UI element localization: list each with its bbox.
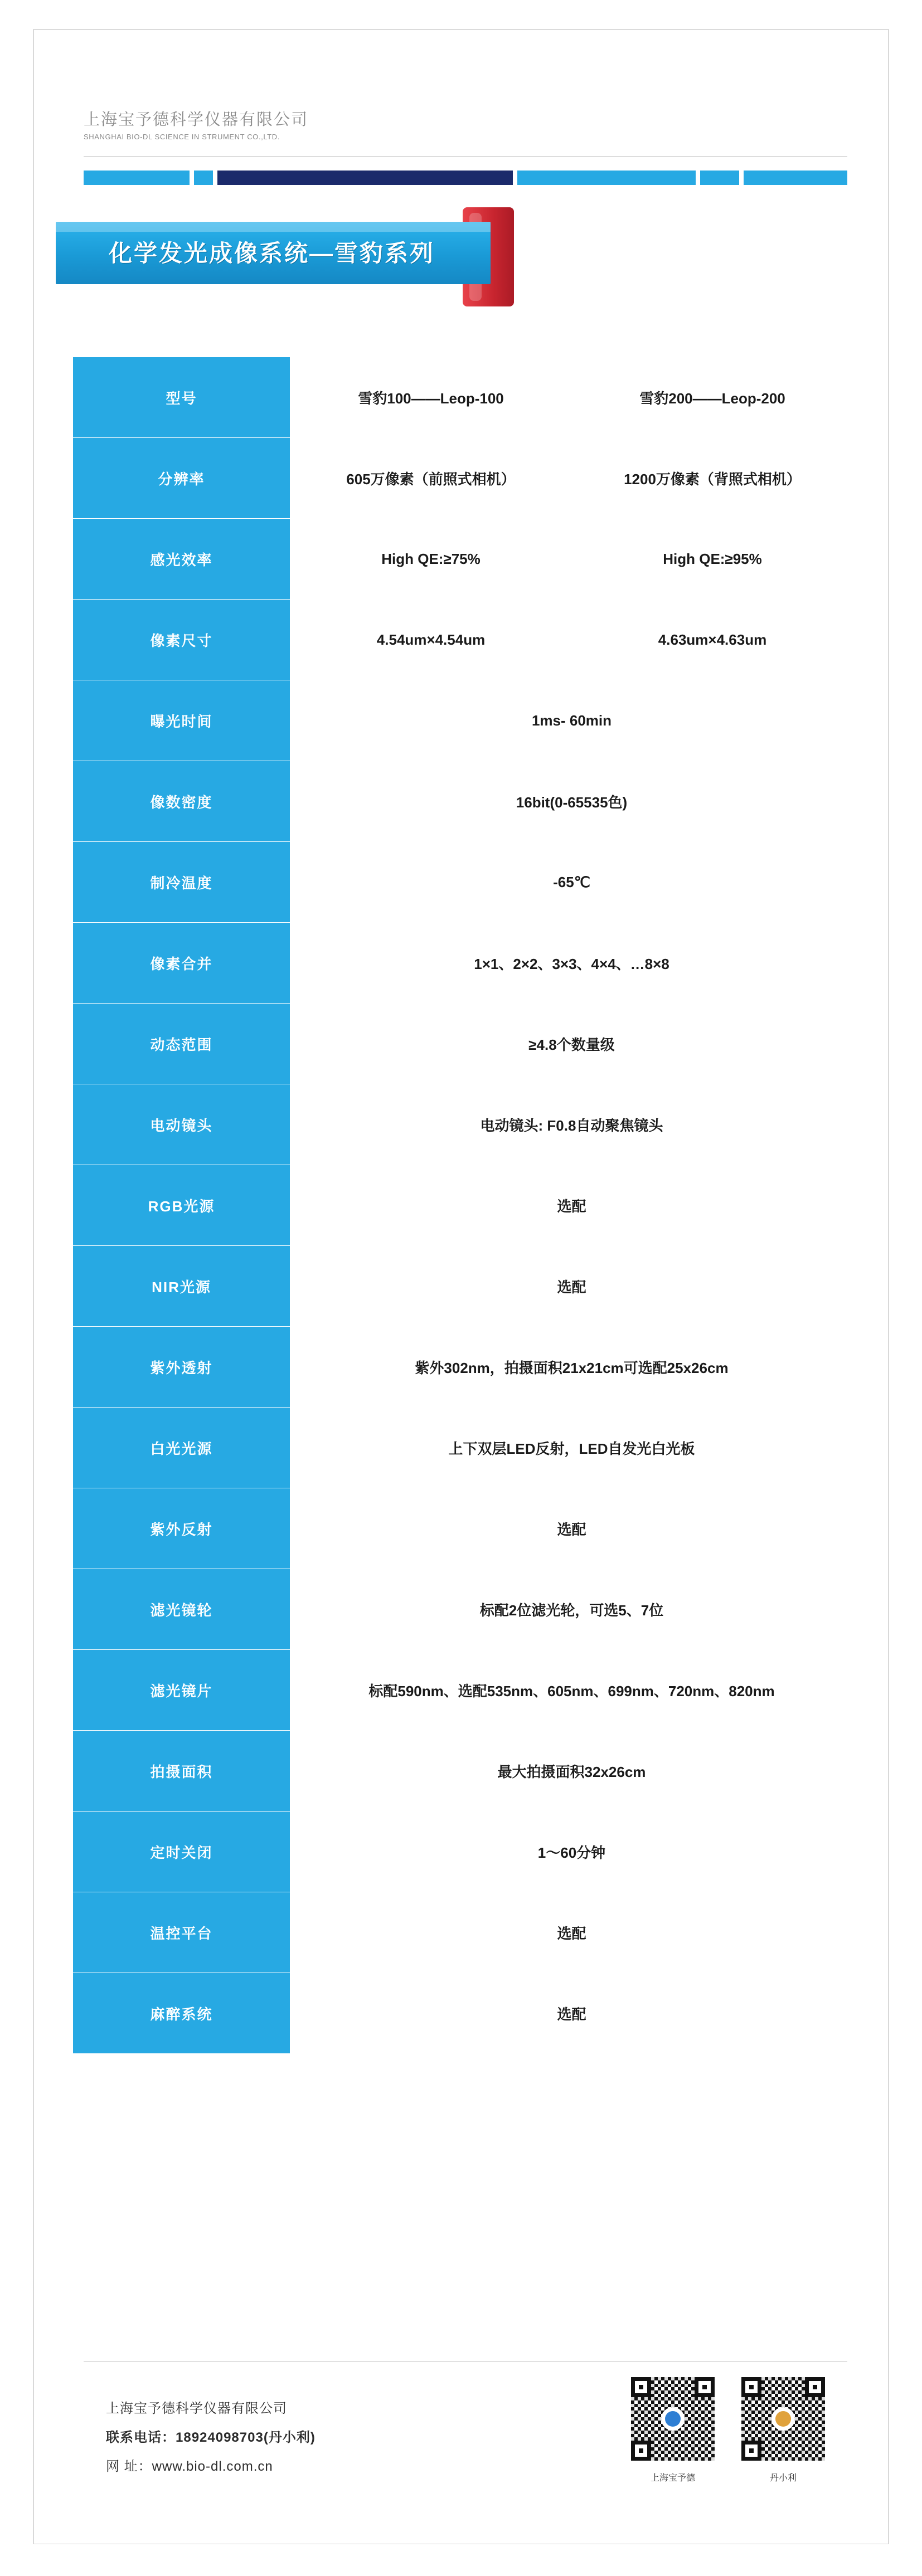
document-footer [33, 2357, 889, 2544]
row-value-model-2: 4.63um×4.63um [572, 600, 853, 680]
title-band-gloss [56, 222, 491, 232]
table-row [73, 1488, 853, 1569]
row-label: 像数密度 [73, 761, 290, 842]
row-label: 麻醉系统 [73, 1973, 290, 2054]
row-label: 紫外透射 [73, 1327, 290, 1408]
header-bar-2 [194, 171, 213, 185]
header-bar-4 [517, 171, 696, 185]
table-row [73, 600, 853, 680]
footer-company: 上海宝予德科学仪器有限公司 [106, 2401, 287, 2416]
footer-divider [84, 2361, 847, 2362]
table-row [73, 1892, 853, 1973]
row-value: 1ms- 60min [290, 680, 853, 761]
row-value: 标配2位滤光轮，可选5、7位 [290, 1569, 853, 1650]
spec-table-body [73, 357, 853, 2054]
qr-avatar-icon [771, 2407, 795, 2431]
row-label: 紫外反射 [73, 1488, 290, 1569]
row-value: 1×1、2×2、3×3、4×4、…8×8 [290, 923, 853, 1004]
qr-finder-icon [805, 2377, 825, 2397]
table-row [73, 438, 853, 519]
header-bar-5 [700, 171, 739, 185]
specification-table [72, 357, 853, 2054]
row-value-model-2: 1200万像素（背照式相机） [572, 438, 853, 519]
row-label: 电动镜头 [73, 1084, 290, 1165]
qr-finder-icon [695, 2377, 715, 2397]
table-row [73, 1165, 853, 1246]
table-row [73, 1084, 853, 1165]
row-value: ≥4.8个数量级 [290, 1004, 853, 1084]
table-row [73, 761, 853, 842]
row-value: -65℃ [290, 842, 853, 923]
row-value-model-1: 雪豹100——Leop-100 [290, 357, 572, 438]
row-label: 动态范围 [73, 1004, 290, 1084]
row-value: 标配590nm、选配535nm、605nm、699nm、720nm、820nm [290, 1650, 853, 1731]
qr-logo-icon [661, 2407, 685, 2431]
row-label: 定时关闭 [73, 1812, 290, 1892]
qr-finder-icon [631, 2441, 651, 2461]
table-row [73, 1327, 853, 1408]
row-value-model-1: High QE:≥75% [290, 519, 572, 600]
row-value: 1～60分钟 [290, 1812, 853, 1892]
row-value: 选配 [290, 1973, 853, 2054]
header-bar-6 [744, 171, 847, 185]
row-value-model-2: 雪豹200——Leop-200 [572, 357, 853, 438]
table-row [73, 1246, 853, 1327]
table-row [73, 357, 853, 438]
row-label: 制冷温度 [73, 842, 290, 923]
qr-caption-company: 上海宝予德 [650, 2473, 695, 2483]
row-label: NIR光源 [73, 1246, 290, 1327]
row-value-model-1: 605万像素（前照式相机） [290, 438, 572, 519]
row-label: 温控平台 [73, 1892, 290, 1973]
row-label: 像素合并 [73, 923, 290, 1004]
header-bar-1 [84, 171, 190, 185]
row-value: 电动镜头: F0.8自动聚焦镜头 [290, 1084, 853, 1165]
company-name-cn: 上海宝予德科学仪器有限公司 [84, 111, 309, 129]
qr-code-contact-icon[interactable] [741, 2377, 825, 2461]
row-label: 感光效率 [73, 519, 290, 600]
title-banner [33, 201, 889, 312]
row-value: 选配 [290, 1892, 853, 1973]
footer-phone: 联系电话：18924098703(丹小利) [106, 2430, 316, 2445]
row-label: 像素尺寸 [73, 600, 290, 680]
qr-finder-icon [741, 2441, 761, 2461]
row-label: RGB光源 [73, 1165, 290, 1246]
row-label: 型号 [73, 357, 290, 438]
row-label: 滤光镜片 [73, 1650, 290, 1731]
row-value: 紫外302nm，拍摄面积21x21cm可选配25x26cm [290, 1327, 853, 1408]
company-name-en: SHANGHAI BIO-DL SCIENCE IN STRUMENT CO.,LTD. [84, 133, 280, 141]
row-label: 白光光源 [73, 1408, 290, 1488]
row-value-model-2: High QE:≥95% [572, 519, 853, 600]
row-label: 拍摄面积 [73, 1731, 290, 1812]
row-value: 选配 [290, 1246, 853, 1327]
qr-caption-contact: 丹小利 [769, 2473, 797, 2483]
row-value: 16bit(0-65535色) [290, 761, 853, 842]
table-row [73, 1408, 853, 1488]
row-value: 选配 [290, 1165, 853, 1246]
footer-website: 网 址：www.bio-dl.com.cn [106, 2459, 273, 2474]
row-label: 滤光镜轮 [73, 1569, 290, 1650]
table-row [73, 1569, 853, 1650]
row-value: 上下双层LED反射，LED自发光白光板 [290, 1408, 853, 1488]
table-row [73, 519, 853, 600]
document-header [33, 67, 889, 189]
row-label: 曝光时间 [73, 680, 290, 761]
row-value: 最大拍摄面积32x26cm [290, 1731, 853, 1812]
row-label: 分辨率 [73, 438, 290, 519]
table-row [73, 1004, 853, 1084]
table-row [73, 1973, 853, 2054]
header-divider [84, 156, 847, 157]
row-value-model-1: 4.54um×4.54um [290, 600, 572, 680]
row-value: 选配 [290, 1488, 853, 1569]
qr-finder-icon [631, 2377, 651, 2397]
qr-code-company-icon[interactable] [631, 2377, 715, 2461]
header-bar-3 [217, 171, 513, 185]
qr-code-group [624, 2377, 858, 2516]
table-row [73, 1731, 853, 1812]
table-row [73, 842, 853, 923]
table-row [73, 1812, 853, 1892]
page-title: 化学发光成像系统—雪豹系列 [109, 240, 435, 266]
table-row [73, 1650, 853, 1731]
table-row [73, 923, 853, 1004]
table-row [73, 680, 853, 761]
qr-finder-icon [741, 2377, 761, 2397]
